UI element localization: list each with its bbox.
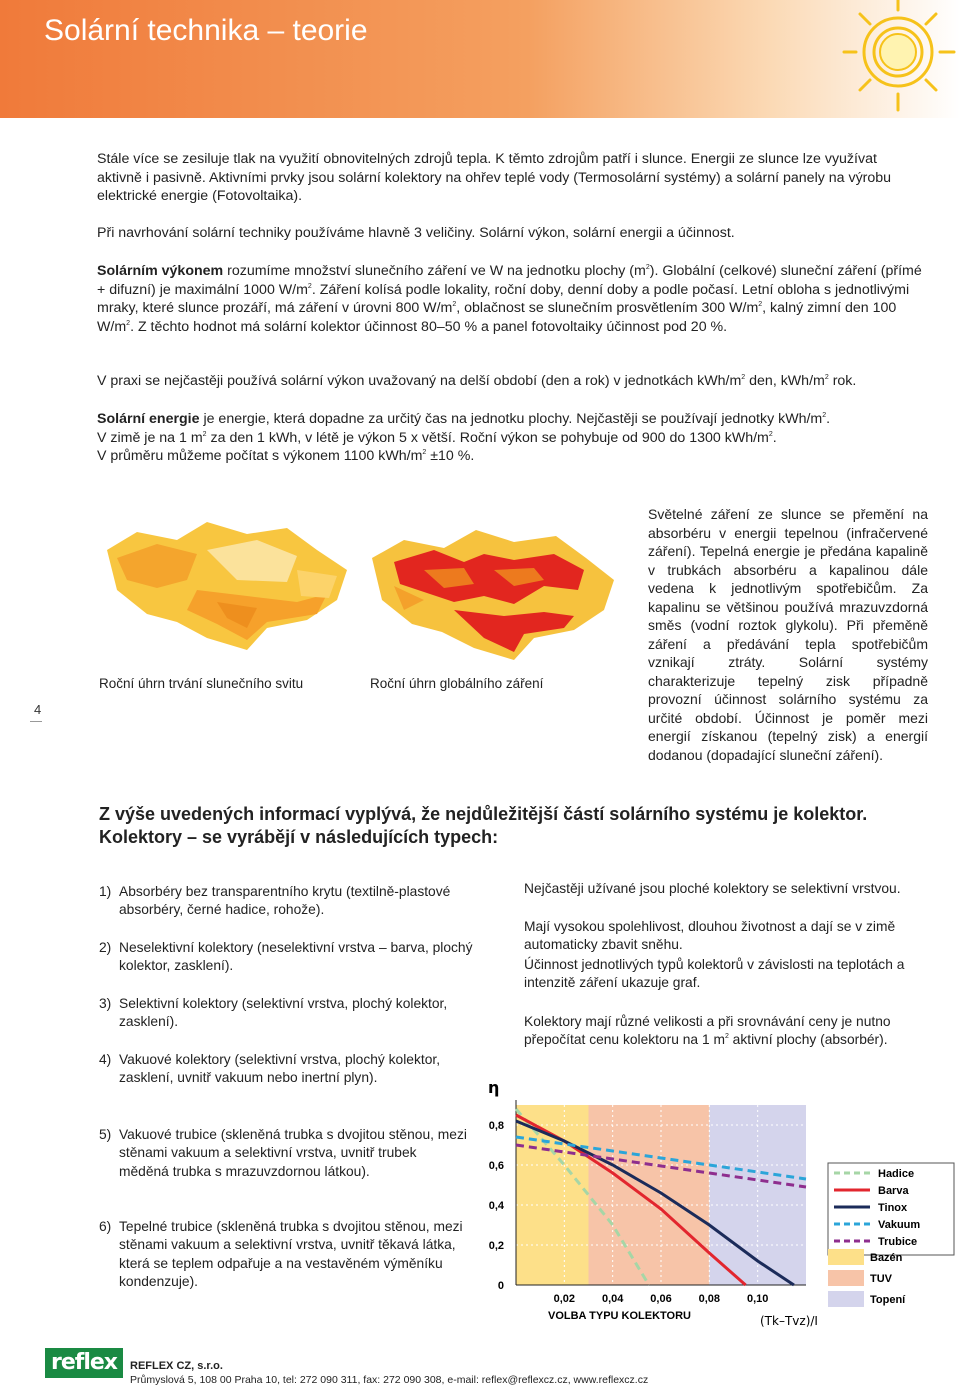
y-tick-label: 0,8 — [488, 1120, 504, 1132]
intro-paragraph-1: Stále více se zesiluje tlak na využití obnovitelných zdrojů tepla. K těmto zdrojům patří i slunce. Energii ze slunce lze využívat aktivně i pasivně. Aktivními prvky jsou solární kolektory na ohřev teplé vody (Termosolární systémy) a solární panely na výrobu elektrické energie (Fotovoltaika). — [97, 151, 892, 205]
y-axis-label: η — [488, 1078, 500, 1097]
legend-label: Trubice — [878, 1236, 918, 1248]
legend-band-label: Topení — [870, 1294, 906, 1306]
legend-band-label: TUV — [870, 1273, 892, 1285]
y-tick-label: 0,2 — [488, 1240, 504, 1252]
right-paragraph-3: Účinnost jednotlivých typů kolektorů v závislosti na teplotách a intenzitě záření ukazuje graf. — [524, 957, 905, 991]
y-tick-label: 0 — [497, 1280, 504, 1292]
legend-band-swatch — [828, 1291, 864, 1307]
x-axis-title: VOLBA TYPU KOLEKTORU — [548, 1310, 692, 1322]
intro-paragraph-2: Při navrhování solární techniky používáme hlavně 3 veličiny. Solární výkon, solární energii a účinnost. — [97, 225, 735, 241]
sun-icon — [820, 0, 960, 124]
term-solar-energy: Solární energie — [97, 411, 200, 427]
legend-band-swatch — [828, 1270, 864, 1286]
conclusion-line-2: Kolektory – se vyrábějí v následujících typech: — [99, 827, 499, 847]
right-paragraph-1: Nejčastěji užívané jsou ploché kolektory se selektivní vrstvou. — [524, 881, 901, 896]
conclusion-heading — [99, 803, 929, 849]
intro-paragraph-5: Solární energie je energie, která dopadne za určitý čas na jednotku plochy. Nejčastěji se používají jednotky kWh/$m^2$. V zimě je na 1 $m^2$ za den 1 kWh, v létě je výkon 5 x větší. Roční výkon se pohybuje od 900 do 1300 kWh/$m^2$. V průměru můžeme počítat s výkonem 1100 kWh/$m^2 \pm 10$ %. — [97, 411, 831, 465]
page-number-rule — [30, 721, 42, 722]
conclusion-line-1: Z výše uvedených informací vyplývá, že nejdůležitější částí solárního systému je kolektor. — [99, 804, 868, 824]
legend-label: Hadice — [878, 1168, 915, 1180]
list-item: 5) Vakuové trubice (skleněná trubka s dvojitou stěnou, mezi stěnami vakuum a selektivní vrstva, uvnitř trubek měděná trubka s mrazuvzdornou látkou). — [99, 1127, 467, 1179]
map-caption-sunshine: Roční úhrn trvání slunečního svitu — [99, 676, 304, 691]
term-solar-power: Solárním výkonem — [97, 263, 224, 279]
list-item: 6) Tepelné trubice (skleněná trubka s dvojitou stěnou, mezi stěnami vakuum a selektivní vrstva, uvnitř těkavá látka, která se teplem odpařuje a na vestavěném výměníku kondenzuje). — [99, 1219, 463, 1290]
x-tick-label: 0,04 — [601, 1293, 624, 1305]
legend-label: Tinox — [878, 1202, 908, 1214]
list-item: 1) Absorbéry bez transparentního krytu (textilně-plastové absorbéry, černé hadice, rohože). — [99, 884, 451, 918]
right-paragraph-4: Kolektory mají různé velikosti a při srovnávání ceny je nutno přepočítat cenu kolektoru na 1 $m^2$ aktivní plochy (absorbér). — [524, 1014, 891, 1048]
list-item: 4) Vakuové kolektory (selektivní vrstva, plochý kolektor, zasklení, uvnitř vakuum nebo inertní plyn). — [99, 1052, 441, 1086]
reflex-logo: reflex — [45, 1348, 123, 1378]
map-caption-radiation: Roční úhrn globálního záření — [370, 676, 544, 691]
x-tick-label: 0,06 — [650, 1293, 672, 1305]
footer-company: REFLEX CZ, s.r.o. — [130, 1360, 223, 1372]
legend-label: Vakuum — [878, 1219, 921, 1231]
legend-band-label: Bazén — [870, 1252, 903, 1264]
x-tick-label: 0,08 — [698, 1293, 721, 1305]
legend-label: Barva — [878, 1185, 909, 1197]
list-item: 3) Selektivní kolektory (selektivní vrstva, plochý kolektor, zasklení). — [99, 996, 448, 1030]
y-tick-label: 0,6 — [488, 1160, 504, 1172]
band-1 — [589, 1105, 710, 1285]
y-tick-label: 0,4 — [488, 1200, 504, 1212]
x-tick-label: 0,10 — [746, 1293, 769, 1305]
intro-paragraph-3: Solárním výkonem rozumíme množství slunečního záření ve W na jednotku plochy $(m^2)$. Globální (celkové) sluneční záření (přímé + difuzní) je maximální 1000 $W/m^2$. Záření kolísá podle lokality, roční doby, denní doby a podle počasí. Letní obloha s jednotlivými mraky, které slunce prozáří, má záření v úrovni 800 $W/m^2$, oblačnost se slunečním prosvětlením 300 $W/m^2$, kalný zimní den 100 $W/m^2$. Z těchto hodnot má solární kolektor účinnost 80–50 % a panel fotovoltaiky účinnost pod 20 %. — [97, 263, 922, 335]
right-paragraph-2: Mají vysokou spolehlivost, dlouhou životnost a dají se v zimě automaticky zbavit sněhu. — [524, 919, 896, 953]
sidebar-explanation: Světelné záření ze slunce se přemění na absorbéru v energii tepelnou (infračervené záření). Tepelná energie je předána kapalině v trubkách absorbéru a kapalinou dále vedena k jednotlivým spotřebičům. Za kapalinu se většinou používá mrazuvzdorná směs (vodní roztok glykolu). Při přeměně záření a předávání tepla spotřebičům vznikají ztráty. Solární systémy charakterizuje tepelný zisk případně provozní účinnost solárního systému za určité období. Účinnost je poměr mezi energií získanou (tepelný zisk) a energií dodanou (dopadající sluneční záření). — [648, 506, 928, 763]
x-tick-label: 0,02 — [553, 1293, 576, 1305]
intro-paragraph-4: V praxi se nejčastěji používá solární výkon uvažovaný na delší období (den a rok) v jednotkách kWh/$m^2$ den, kWh/$m^2$ rok. — [97, 373, 857, 389]
collector-efficiency-chart — [476, 1075, 960, 1335]
sunshine-duration-map — [97, 510, 352, 660]
x-axis-label: (Tk–Tvz)/I — [760, 1314, 818, 1328]
page-title: Solární technika – teorie — [44, 14, 368, 47]
global-radiation-map — [364, 520, 616, 670]
legend-band-swatch — [828, 1249, 864, 1265]
footer-address: Průmyslová 5, 108 00 Praha 10, tel: 272 090 311, fax: 272 090 308, e-mail: reflex@reflexcz.cz, www.reflexcz.cz — [130, 1374, 649, 1386]
page-number: 4 — [34, 702, 42, 717]
list-item: 2) Neselektivní kolektory (neselektivní vrstva – barva, plochý kolektor, zasklení). — [99, 940, 473, 974]
band-0 — [516, 1105, 589, 1285]
